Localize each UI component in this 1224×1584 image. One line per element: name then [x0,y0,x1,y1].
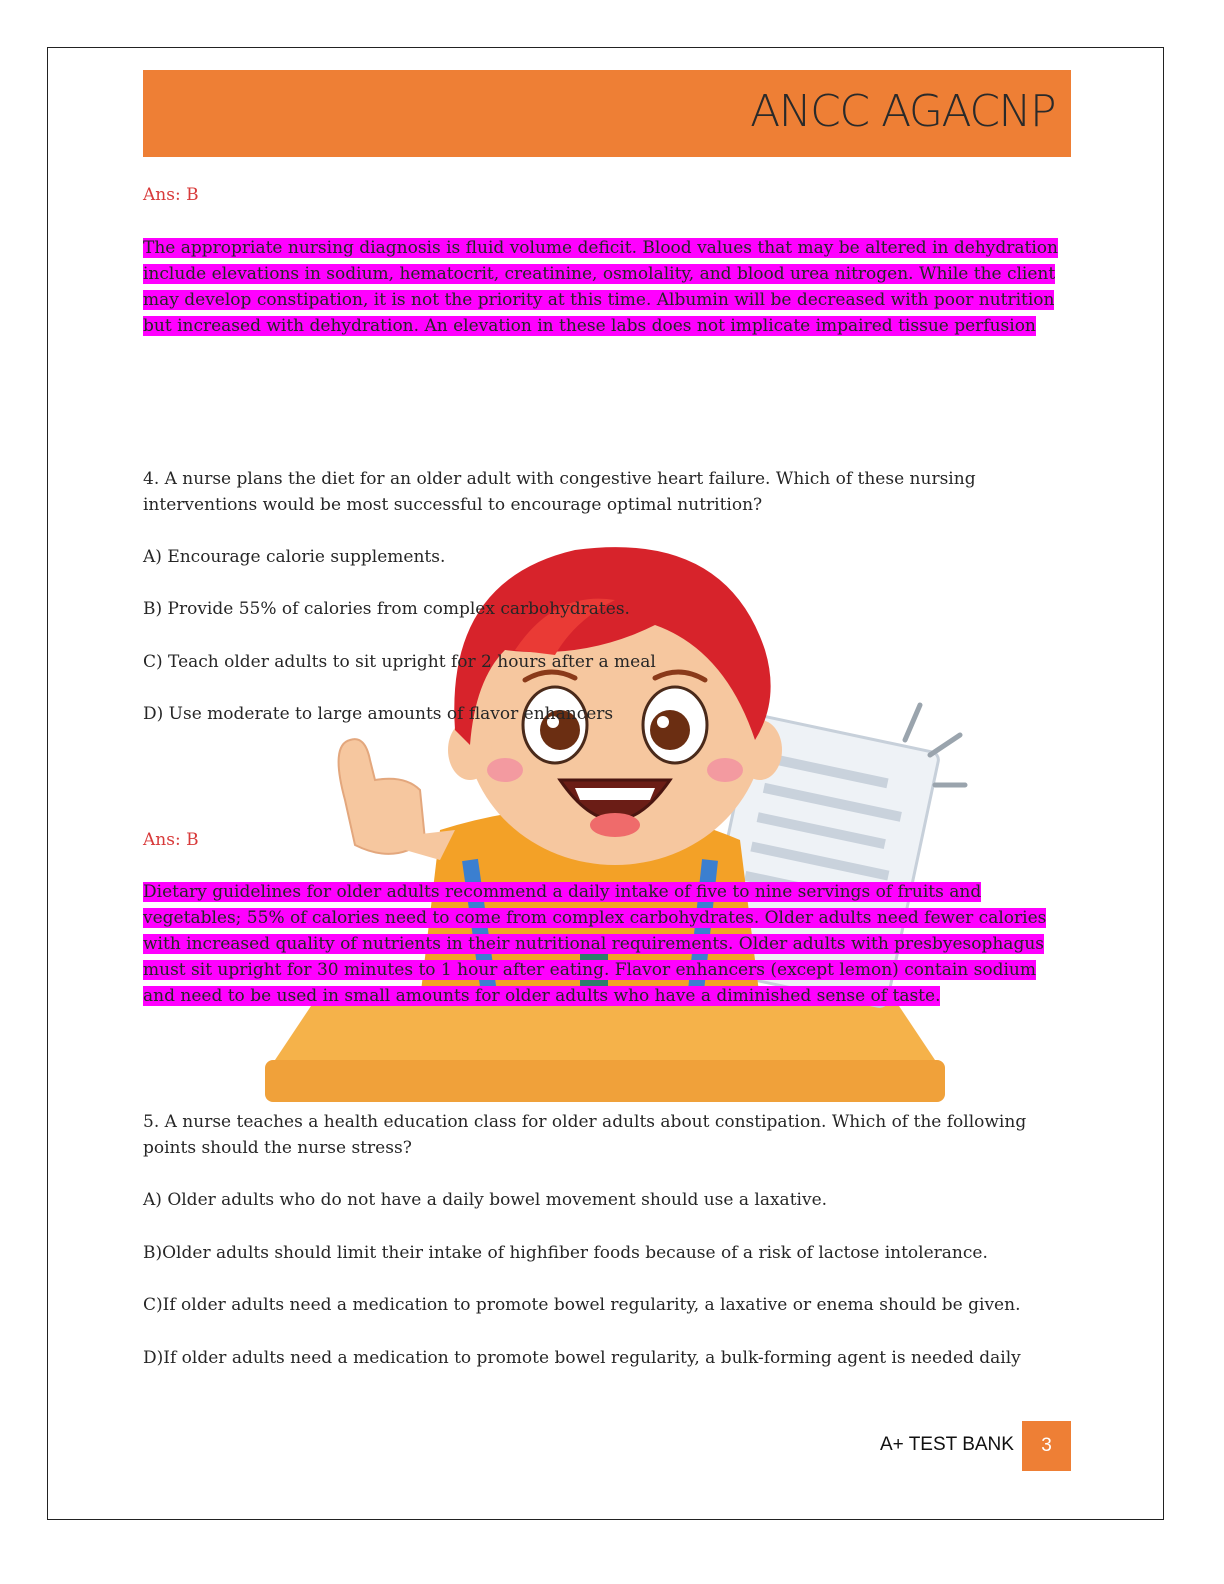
q4-rationale-text: Dietary guidelines for older adults recommend a daily intake of five to nine servings of fruits and vegetables; 55% of calories need to come from complex carbohydrates. Older adults need fewer calories with increased quality of nutrients in their nutritional requirements. Older adults with presbyesophagus must sit upright for 30 minutes to 1 hour after eating. Flavor enhancers (except lemon) contain sodium and need to be used in small amounts for older adults who have a diminished sense of taste. [143,882,1047,1006]
q4-option-b: B) Provide 55% of calories from complex carbohydrates. [143,599,630,619]
q5-option-a: A) Older adults who do not have a daily bowel movement should use a laxative. [143,1190,828,1210]
q5-option-b: B)Older adults should limit their intake of highfiber foods because of a risk of lactose intolerance. [143,1243,988,1263]
q5-option-c: C)If older adults need a medication to promote bowel regularity, a laxative or enema should be given. [143,1295,1021,1315]
q3-rationale-text: The appropriate nursing diagnosis is fluid volume deficit. Blood values that may be altered in dehydration include elevations in sodium, hematocrit, creatinine, osmolality, and blood urea nitrogen. While the client may develop constipation, it is not the priority at this time. Albumin will be decreased with poor nutrition but increased with dehydration. An elevation in these labs does not implicate impaired tissue perfusion [143,238,1058,336]
q4-option-a: A) Encourage calorie supplements. [143,547,446,567]
q3-rationale [143,235,1073,339]
q3-answer-label: Ans: B [143,185,199,205]
q4-option-d: D) Use moderate to large amounts of flavor enhancers [143,704,614,724]
q4-question: 4. A nurse plans the diet for an older adult with congestive heart failure. Which of these nursing interventions would be most successful to encourage optimal nutrition? [143,469,976,515]
q4-answer-label: Ans: B [143,830,199,850]
footer-label: A+ TEST BANK [880,1434,1014,1455]
header-title: ANCC AGACNP [750,86,1055,137]
q4-rationale [143,879,1073,1009]
q4-option-c: C) Teach older adults to sit upright for 2 hours after a meal [143,652,656,672]
q5-question: 5. A nurse teaches a health education class for older adults about constipation. Which of the following points should the nurse stress? [143,1112,1027,1158]
page-number: 3 [1022,1421,1071,1471]
header-bar [143,70,1071,157]
q5-option-d: D)If older adults need a medication to promote bowel regularity, a bulk-forming agent is needed daily [143,1348,1021,1368]
